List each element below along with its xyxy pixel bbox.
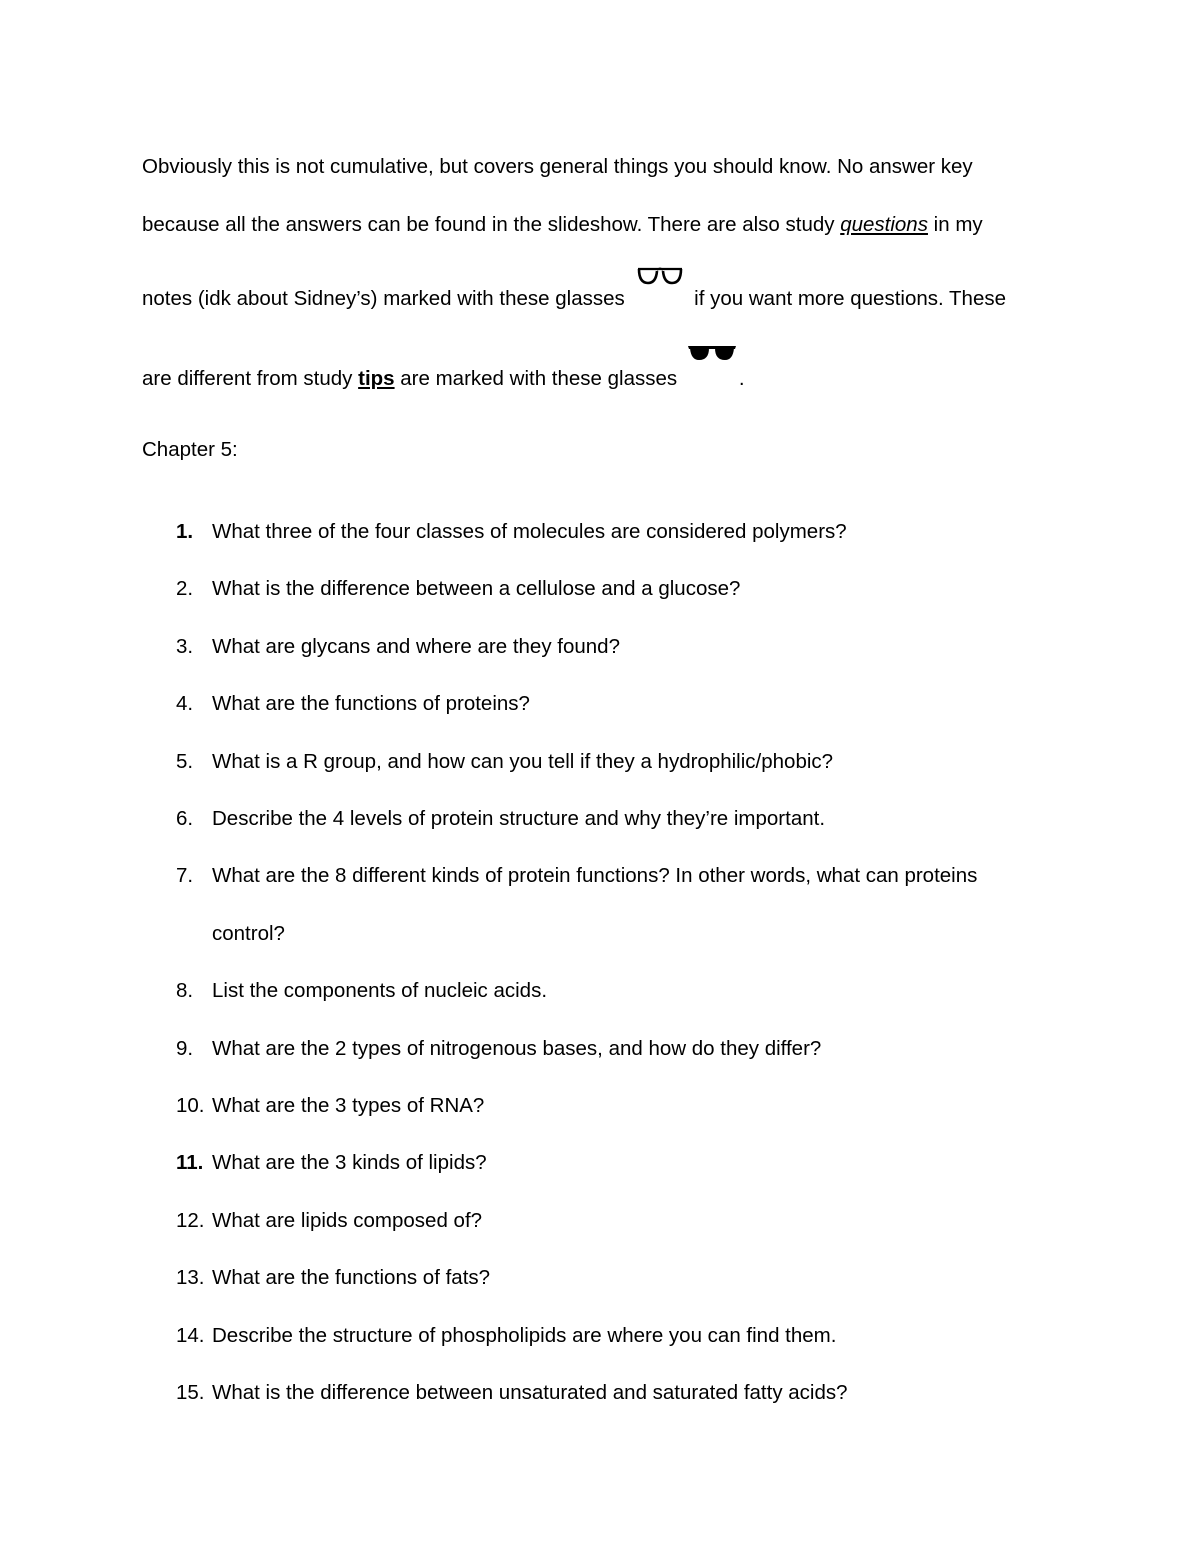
question-text-wrap [212, 560, 740, 617]
intro-text: if you want more questions. These [688, 287, 1007, 310]
question-text-wrap [212, 847, 977, 962]
question-text: What are the 3 types of RNA? [212, 1094, 485, 1118]
question-number: 4. [176, 692, 194, 716]
intro-line-2 [142, 196, 1062, 254]
question-text-wrap [212, 1307, 836, 1364]
intro-text: notes (idk about Sidney’s) marked with these glasses [142, 287, 631, 310]
intro-text: because all the answers can be found in the slideshow. There are also study [142, 213, 841, 236]
question-item [142, 1364, 1062, 1421]
question-number: 6. [176, 807, 194, 831]
question-number: 12. [176, 1208, 205, 1232]
question-item [142, 675, 1062, 732]
question-number: 7. [176, 864, 194, 888]
question-text: Describe the 4 levels of protein structure and why they’re important. [212, 807, 826, 831]
question-number: 11. [176, 1151, 204, 1175]
question-number: 3. [176, 634, 194, 658]
question-item [142, 1020, 1062, 1077]
question-text: What are the 2 types of nitrogenous bases, and how do they differ? [212, 1036, 822, 1060]
question-number: 14. [176, 1323, 205, 1347]
question-item [142, 560, 1062, 617]
question-item [142, 733, 1062, 790]
question-number: 9. [176, 1036, 194, 1060]
question-text: What are the functions of fats? [212, 1266, 491, 1290]
sunglasses-icon [687, 343, 737, 365]
question-text-wrap [212, 618, 620, 675]
question-text: What is the difference between a cellulose and a glucose? [212, 577, 741, 601]
intro-line-3 [142, 270, 1062, 328]
question-list [142, 503, 1062, 1422]
reading-glasses-icon [636, 265, 684, 287]
question-text-continued: control? [212, 921, 285, 945]
question-text-wrap [212, 1192, 482, 1249]
intro-text: are different from study [142, 367, 359, 390]
question-text: Describe the structure of phospholipids are where you can find them. [212, 1323, 837, 1347]
intro-text: are marked with these glasses [394, 367, 683, 390]
question-item [142, 618, 1062, 675]
question-item [142, 503, 1062, 560]
question-text-wrap [212, 962, 547, 1019]
questions-emphasis: questions [840, 213, 928, 236]
question-text-wrap [212, 1249, 490, 1306]
intro-text: in my [927, 213, 983, 236]
question-text-wrap [212, 1364, 848, 1421]
chapter-heading: Chapter 5: [142, 438, 238, 461]
intro-line-4 [142, 350, 1062, 408]
question-text: What are lipids composed of? [212, 1208, 483, 1232]
question-text-wrap [212, 1020, 821, 1077]
question-item [142, 1077, 1062, 1134]
question-item [142, 962, 1062, 1019]
question-item [142, 1307, 1062, 1364]
question-text-wrap [212, 790, 825, 847]
question-number: 2. [176, 577, 194, 601]
question-text-wrap [212, 675, 530, 732]
question-text-wrap [212, 1134, 487, 1191]
question-text: What are the 8 different kinds of protein functions? In other words, what can proteins [212, 864, 978, 888]
intro-line-1 [142, 138, 1062, 196]
question-text: What are the functions of proteins? [212, 692, 530, 716]
question-item [142, 1249, 1062, 1306]
question-text-wrap [212, 503, 847, 560]
question-item [142, 790, 1062, 847]
question-text: What three of the four classes of molecules are considered polymers? [212, 520, 847, 543]
question-number: 10. [176, 1094, 205, 1118]
question-item [142, 1192, 1062, 1249]
question-text-wrap [212, 733, 833, 790]
question-number: 8. [176, 979, 194, 1003]
question-text-wrap [212, 1077, 484, 1134]
question-number: 15. [176, 1381, 205, 1405]
question-number: 5. [176, 749, 194, 773]
question-text: What is the difference between unsaturated and saturated fatty acids? [212, 1381, 848, 1405]
question-number: 1. [176, 520, 194, 543]
intro-paragraph [142, 138, 1062, 408]
intro-text: Obviously this is not cumulative, but covers general things you should know. No answer key [142, 155, 973, 178]
tips-emphasis: tips [358, 367, 395, 390]
question-text: What are the 3 kinds of lipids? [212, 1151, 487, 1175]
intro-text: . [738, 367, 745, 390]
question-text: What is a R group, and how can you tell if they a hydrophilic/phobic? [212, 749, 834, 773]
question-item [142, 847, 1062, 962]
question-number: 13. [176, 1266, 205, 1290]
question-text: List the components of nucleic acids. [212, 979, 548, 1003]
question-item [142, 1134, 1062, 1191]
question-text: What are glycans and where are they found? [212, 634, 620, 658]
